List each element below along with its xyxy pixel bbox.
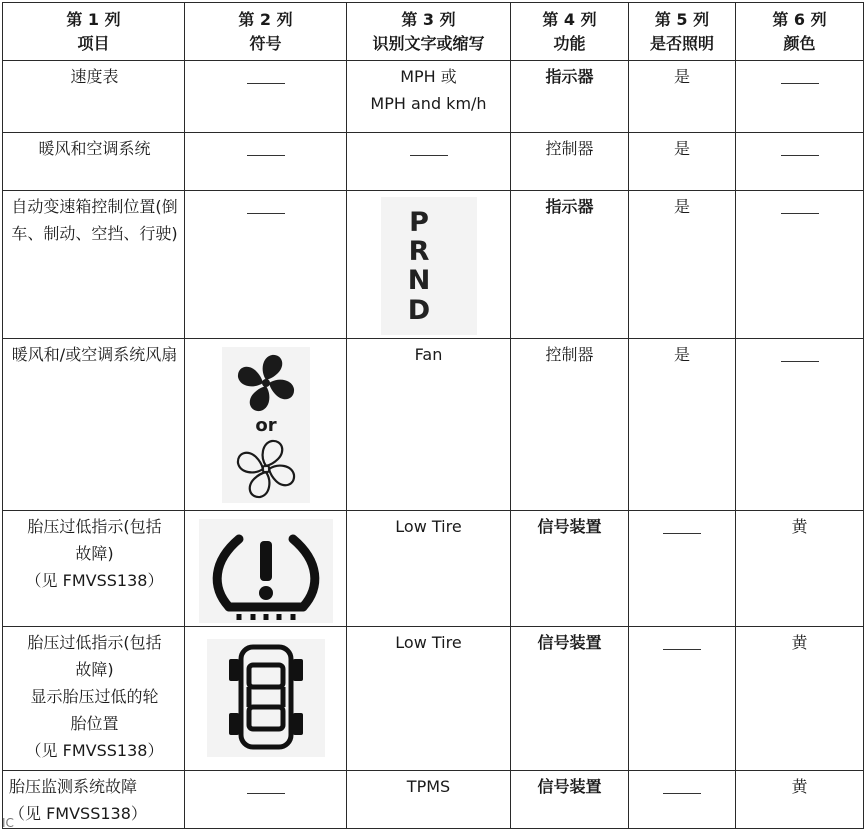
item-cell: 胎压监测系统故障 （见 FMVSS138） xyxy=(3,771,185,829)
header-col-3: 第 3 列 识别文字或缩写 xyxy=(347,3,511,61)
dash xyxy=(781,155,819,156)
dash xyxy=(781,361,819,362)
dash xyxy=(663,793,701,794)
dash xyxy=(663,533,701,534)
lit-cell xyxy=(629,511,736,627)
symbol-table xyxy=(2,2,864,829)
header-col-2: 第 2 列 符号 xyxy=(185,3,347,61)
item-cell: 胎压过低指示(包括 故障) （见 FMVSS138） xyxy=(3,511,185,627)
function-cell: 指示器 xyxy=(511,191,629,339)
item-cell: 自动变速箱控制位置(倒车、制动、空挡、行驶) xyxy=(3,191,185,339)
text-cell: Low Tire xyxy=(347,511,511,627)
tire-pressure-icon xyxy=(199,519,333,623)
svg-text:P: P xyxy=(408,207,429,238)
lit-cell xyxy=(629,627,736,771)
dash xyxy=(247,213,285,214)
lit-cell: 是 xyxy=(629,61,736,133)
table-row xyxy=(3,771,864,829)
symbol-cell xyxy=(185,191,347,339)
table-row xyxy=(3,61,864,133)
color-cell: 黄 xyxy=(736,771,864,829)
lit-cell xyxy=(629,771,736,829)
svg-text:or: or xyxy=(254,415,277,436)
text-cell xyxy=(347,133,511,191)
lit-cell: 是 xyxy=(629,339,736,511)
item-cell: 速度表 xyxy=(3,61,185,133)
svg-text:R: R xyxy=(408,236,429,267)
symbol-cell xyxy=(185,133,347,191)
fan-icon xyxy=(222,347,310,503)
table-row xyxy=(3,191,864,339)
text-cell xyxy=(347,191,511,339)
header-col-5: 第 5 列 是否照明 xyxy=(629,3,736,61)
item-cell: 暖风和空调系统 xyxy=(3,133,185,191)
color-cell: 黄 xyxy=(736,511,864,627)
table-row xyxy=(3,133,864,191)
header-col-4: 第 4 列 功能 xyxy=(511,3,629,61)
text-cell: Low Tire xyxy=(347,627,511,771)
dash xyxy=(410,155,448,156)
watermark: IC xyxy=(2,816,14,830)
symbol-cell xyxy=(185,511,347,627)
function-cell: 控制器 xyxy=(511,133,629,191)
color-cell: 黄 xyxy=(736,627,864,771)
table-row xyxy=(3,627,864,771)
dash xyxy=(663,649,701,650)
dash xyxy=(781,213,819,214)
table-row xyxy=(3,339,864,511)
item-cell: 暖风和/或空调系统风扇 xyxy=(3,339,185,511)
lit-cell: 是 xyxy=(629,191,736,339)
svg-text:D: D xyxy=(407,295,430,326)
function-cell: 信号装置 xyxy=(511,511,629,627)
text-cell: MPH 或 MPH and km/h xyxy=(347,61,511,133)
text-cell: TPMS xyxy=(347,771,511,829)
text-cell: Fan xyxy=(347,339,511,511)
lit-cell: 是 xyxy=(629,133,736,191)
dash xyxy=(247,793,285,794)
function-cell: 指示器 xyxy=(511,61,629,133)
header-row xyxy=(3,3,864,61)
dash xyxy=(781,83,819,84)
color-cell xyxy=(736,191,864,339)
car-tire-location-icon xyxy=(207,639,325,757)
svg-text:N: N xyxy=(407,265,430,296)
function-cell: 信号装置 xyxy=(511,627,629,771)
table-row xyxy=(3,511,864,627)
function-cell: 控制器 xyxy=(511,339,629,511)
prnd-icon xyxy=(381,197,477,335)
color-cell xyxy=(736,133,864,191)
item-cell: 胎压过低指示(包括 故障) 显示胎压过低的轮 胎位置 （见 FMVSS138） xyxy=(3,627,185,771)
header-col-6: 第 6 列 颜色 xyxy=(736,3,864,61)
dash xyxy=(247,83,285,84)
color-cell xyxy=(736,61,864,133)
header-col-1: 第 1 列 项目 xyxy=(3,3,185,61)
dash xyxy=(247,155,285,156)
function-cell: 信号装置 xyxy=(511,771,629,829)
symbol-cell xyxy=(185,339,347,511)
symbol-cell xyxy=(185,61,347,133)
symbol-cell xyxy=(185,627,347,771)
symbol-cell xyxy=(185,771,347,829)
color-cell xyxy=(736,339,864,511)
